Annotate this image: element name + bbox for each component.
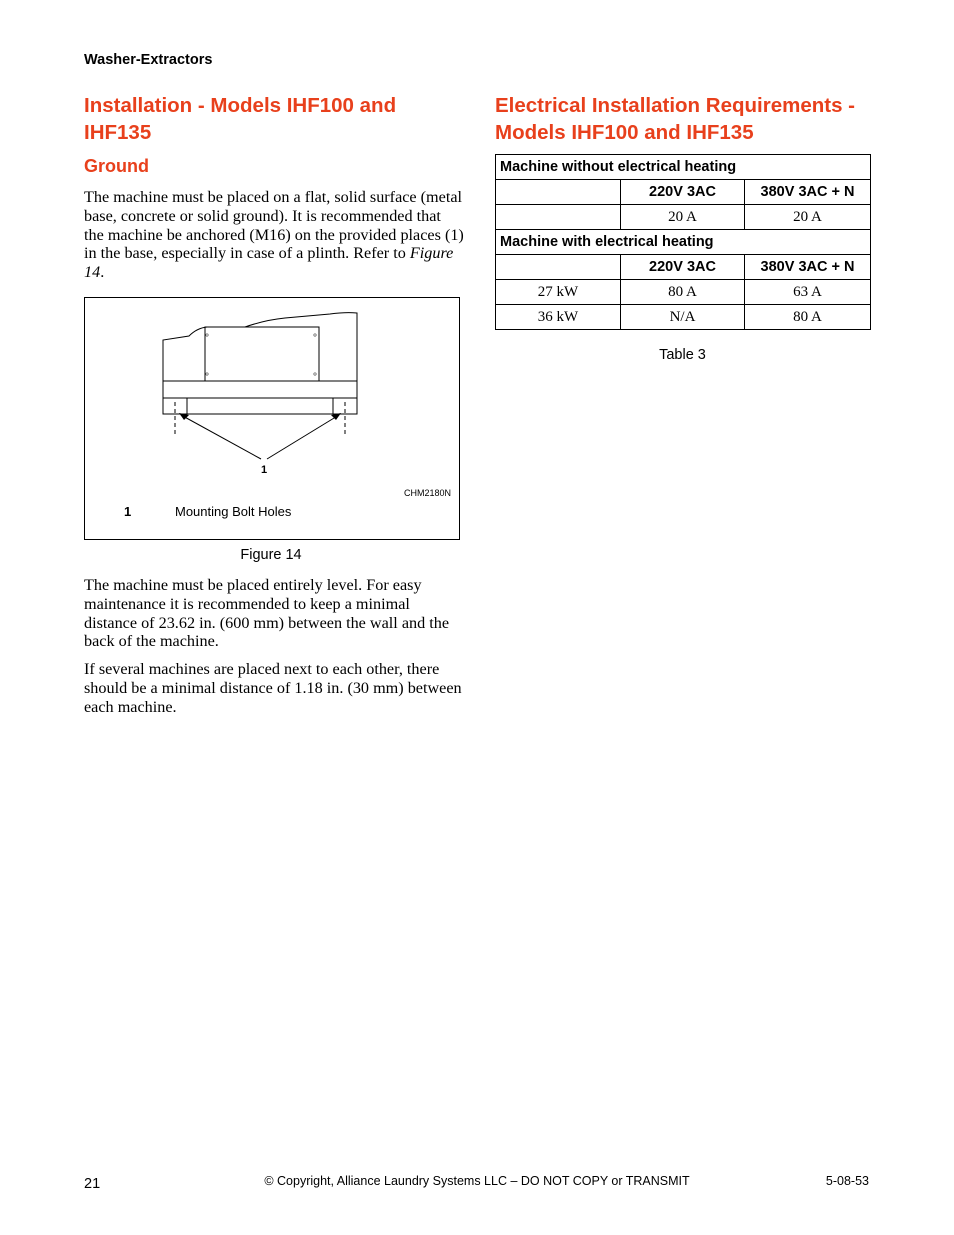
figure-reference: Figure 14 xyxy=(84,244,454,282)
table-section-row xyxy=(496,230,871,255)
callout-marker: 1 xyxy=(260,464,268,476)
table-cell xyxy=(496,205,621,230)
page-number: 21 xyxy=(84,1176,101,1192)
table-cell: 20 A xyxy=(621,205,745,230)
ground-paragraph-end: . xyxy=(100,263,105,282)
installation-heading: Installation - Models IHF100 and IHF135 xyxy=(84,94,397,144)
table-cell: 80 A xyxy=(745,305,871,330)
figure-caption: Figure 14 xyxy=(240,547,302,563)
figure-14 xyxy=(84,297,460,540)
machine-body-outline xyxy=(163,313,357,398)
section-title-no-heating: Machine without electrical heating xyxy=(496,155,871,180)
table-cell: 20 A xyxy=(745,205,871,230)
right-leader-line xyxy=(267,415,339,459)
table-row xyxy=(496,280,871,305)
table-header-row xyxy=(496,255,871,280)
table-cell: 36 kW xyxy=(496,305,621,330)
level-paragraph: The machine must be placed entirely level. For easy maintenance it is recommended to keep a minimal distance of 23.62 in. (600 mm) between the wall and the back of the machine. xyxy=(84,576,450,651)
column-header: 380V 3AC + N xyxy=(745,180,871,205)
spacing-paragraph: If several machines are placed next to each other, there should be a minimal distance of 1.18 in. (30 mm) between each machine. xyxy=(84,660,462,716)
table-cell: 63 A xyxy=(745,280,871,305)
document-number: 5-08-53 xyxy=(825,1174,869,1188)
left-leader-line xyxy=(181,415,261,459)
ground-paragraph xyxy=(84,188,464,282)
table-row xyxy=(496,305,871,330)
table-header-row xyxy=(496,180,871,205)
machine-base-diagram xyxy=(85,298,459,539)
image-code: CHM2180N xyxy=(403,488,451,498)
column-header: 220V 3AC xyxy=(621,255,745,280)
section-title-with-heating: Machine with electrical heating xyxy=(496,230,871,255)
column-header: 380V 3AC + N xyxy=(745,255,871,280)
machine-base xyxy=(163,398,357,414)
table-row xyxy=(496,205,871,230)
table-cell: N/A xyxy=(621,305,745,330)
running-header: Washer-Extractors xyxy=(84,52,213,68)
table-cell: 27 kW xyxy=(496,280,621,305)
ground-paragraph-text: The machine must be placed on a flat, solid surface (metal base, concrete or solid ground). It is recommended that the machine be anchored (M16) on the provided places (1) in the base, especially in case of a plinth. Refer to xyxy=(84,188,464,263)
column-header: 220V 3AC xyxy=(621,180,745,205)
electrical-requirements-table xyxy=(495,154,871,330)
table-cell: 80 A xyxy=(621,280,745,305)
legend-number: 1 xyxy=(124,504,132,519)
machine-panel xyxy=(205,327,319,381)
electrical-heading: Electrical Installation Requirements - Models IHF100 and IHF135 xyxy=(495,94,855,144)
column-header xyxy=(496,180,621,205)
ground-subheading: Ground xyxy=(84,156,149,176)
table-section-row xyxy=(496,155,871,180)
column-header xyxy=(496,255,621,280)
copyright-notice: © Copyright, Alliance Laundry Systems LLC – DO NOT COPY or TRANSMIT xyxy=(264,1174,690,1188)
table-caption: Table 3 xyxy=(659,347,706,363)
legend-label: Mounting Bolt Holes xyxy=(175,504,292,519)
